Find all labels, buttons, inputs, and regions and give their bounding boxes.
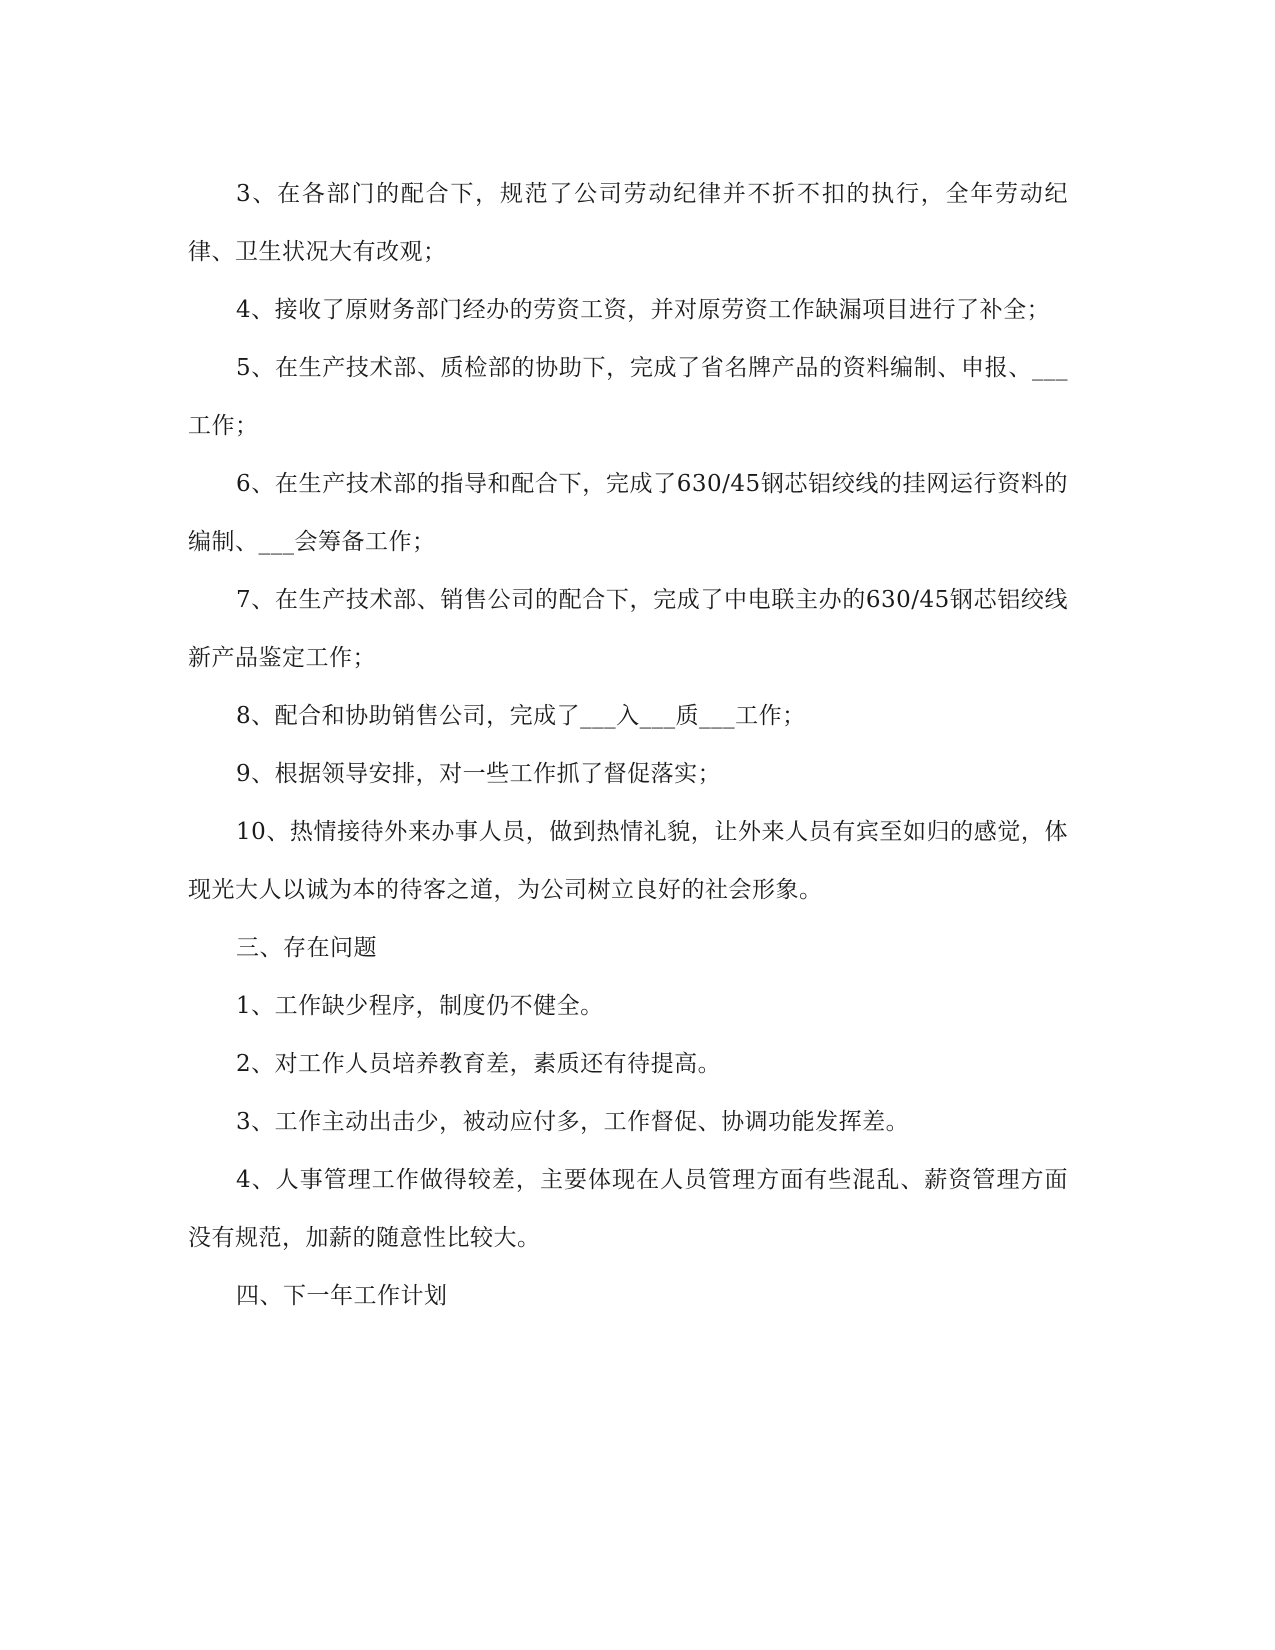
paragraph-item-6: 6、在生产技术部的指导和配合下，完成了630/45钢芯铝绞线的挂网运行资料的编制、___会筹备工作； [188, 471, 1068, 555]
paragraph-item-8: 8、配合和协助销售公司，完成了___入___质___工作； [236, 703, 806, 729]
paragraph-item-7: 7、在生产技术部、销售公司的配合下，完成了中电联主办的630/45钢芯铝绞线新产品鉴定工作； [188, 587, 1068, 671]
problem-item-3: 3、工作主动出击少，被动应付多，工作督促、协调功能发挥差。 [236, 1109, 910, 1135]
problem-item-1: 1、工作缺少程序，制度仍不健全。 [236, 993, 604, 1019]
problem-item-4: 4、人事管理工作做得较差，主要体现在人员管理方面有些混乱、薪资管理方面没有规范，加薪的随意性比较大。 [188, 1167, 1068, 1251]
paragraph-item-3: 3、在各部门的配合下，规范了公司劳动纪律并不折不扣的执行，全年劳动纪律、卫生状况大有改观； [188, 181, 1068, 265]
paragraph-item-9: 9、根据领导安排，对一些工作抓了督促落实； [236, 761, 722, 787]
document-body [188, 165, 1068, 1325]
paragraph-item-5: 5、在生产技术部、质检部的协助下，完成了省名牌产品的资料编制、申报、___工作； [188, 355, 1068, 439]
problem-item-2: 2、对工作人员培养教育差，素质还有待提高。 [236, 1051, 722, 1077]
section-heading-plan: 四、下一年工作计划 [236, 1283, 448, 1309]
section-heading-problems: 三、存在问题 [236, 935, 377, 961]
paragraph-item-10: 10、热情接待外来办事人员，做到热情礼貌，让外来人员有宾至如归的感觉，体现光大人以诚为本的待客之道，为公司树立良好的社会形象。 [188, 819, 1068, 903]
paragraph-item-4: 4、接收了原财务部门经办的劳资工资，并对原劳资工作缺漏项目进行了补全； [236, 297, 1051, 323]
